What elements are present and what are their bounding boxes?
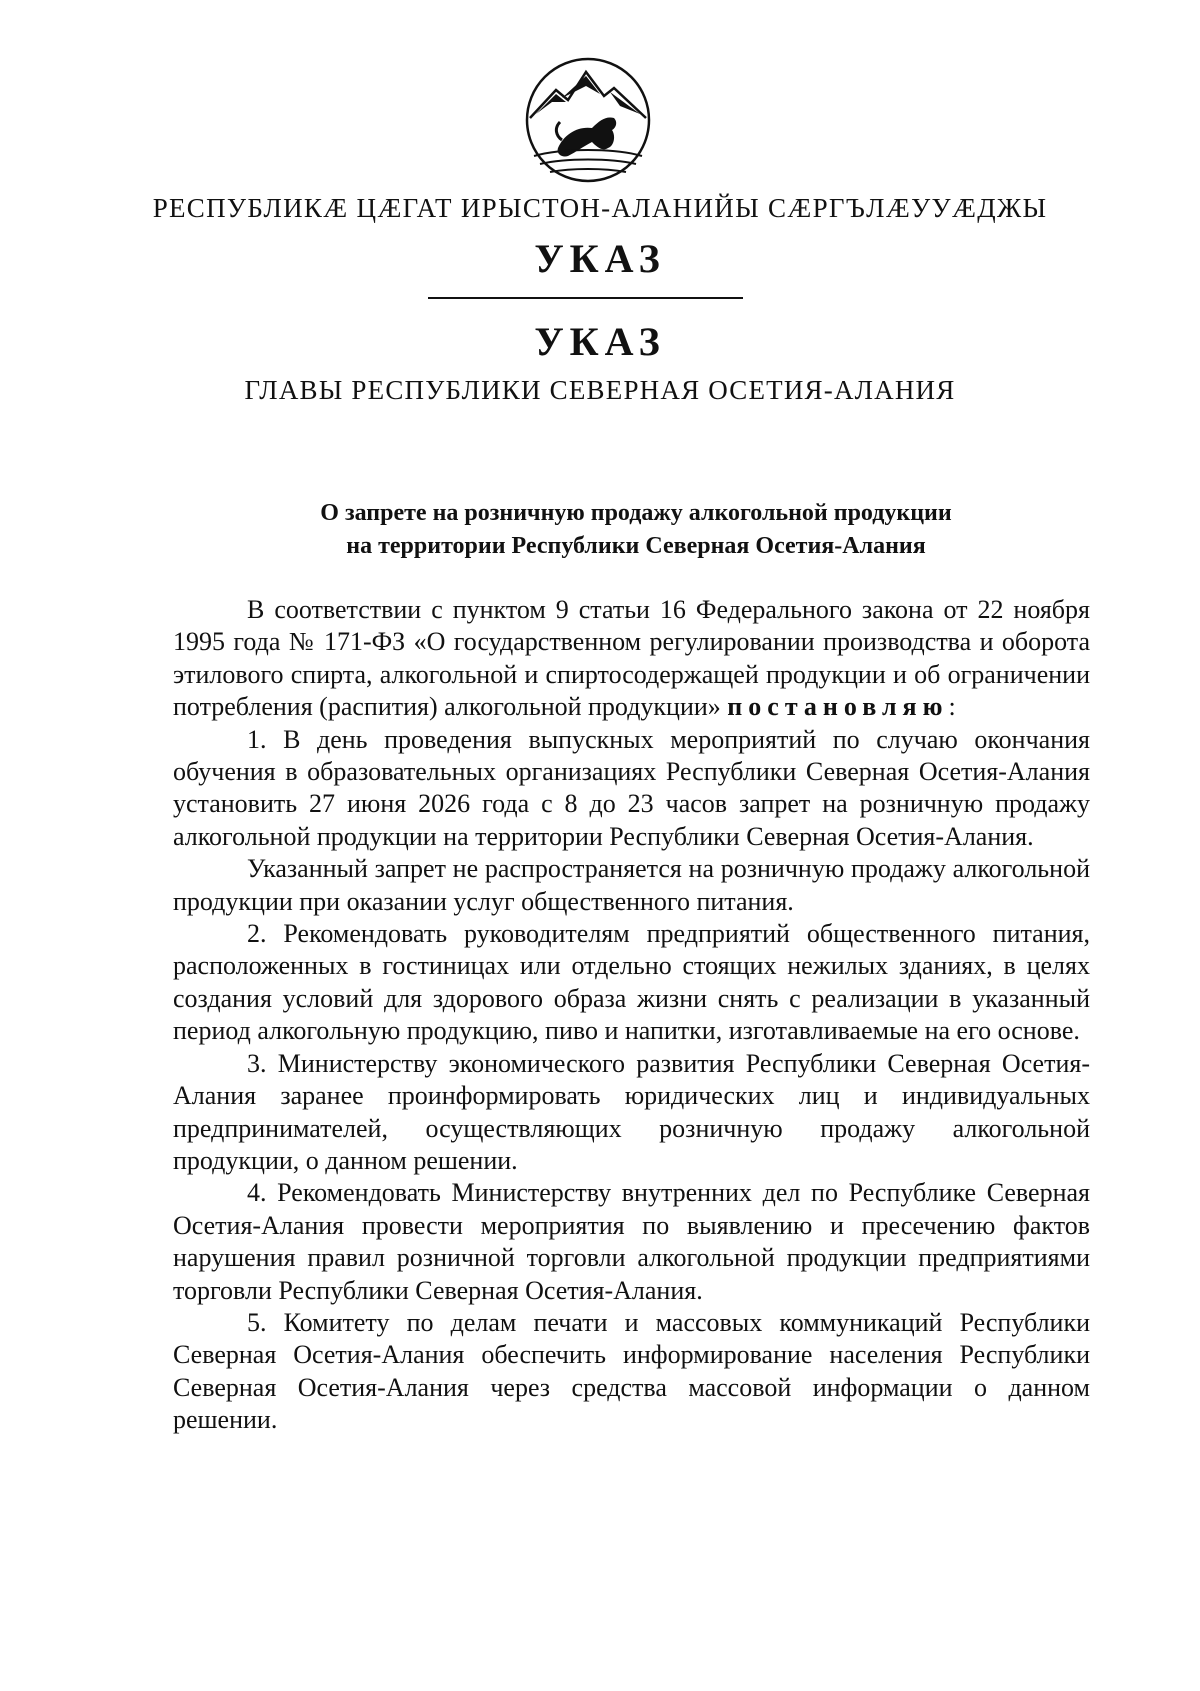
item-4: 4. Рекомендовать Министерству внутренних дел по Республике Северная Осетия-Алания провести мероприятия по выявлению и пресечению фактов нарушения правил розничной торговли алкогольной продукции предприятиями торговли Республики Северная Осетия-Алания. <box>173 1178 1090 1305</box>
ossetian-header-title: РЕСПУБЛИКӔ ЦӔГАТ ИРЫСТОН-АЛАНИЙЫ СӔРГЪЛӔУУӔДЖЫ <box>152 193 1048 223</box>
header-divider <box>428 297 743 299</box>
russian-header-title: ГЛАВЫ РЕСПУБЛИКИ СЕВЕРНАЯ ОСЕТИЯ-АЛАНИЯ <box>244 375 956 405</box>
item-3: 3. Министерству экономического развития Республики Северная Осетия-Алания заранее проинформировать юридических лиц и индивидуальных предпринимателей, осуществляющих розничную продажу алкогольной продукции, о данном решении. <box>173 1048 1090 1175</box>
resolve-word: постановляю <box>727 692 949 722</box>
item-5: 5. Комитету по делам печати и массовых коммуникаций Республики Северная Осетия-Алания обеспечить информирование населения Республики Северная Осетия-Алания через средства массовой информации о данном решении. <box>173 1307 1090 1435</box>
ossetian-doc-type: УКАЗ <box>534 236 666 281</box>
document-title-line-1: О запрете на розничную продажу алкогольной продукции <box>320 500 952 526</box>
item-1: 1. В день проведения выпускных мероприятий по случаю окончания обучения в образовательных организациях Республики Северная Осетия-Алания установить 27 июня 2026 года с 8 до 23 часов запрет на розничную продажу алкогольной продукции на территории Республики Северная Осетия-Алания. <box>173 724 1090 851</box>
russian-doc-type: УКАЗ <box>534 319 666 364</box>
intro-text: В соответствии с пунктом 9 статьи 16 Федерального закона от 22 ноября 1995 года № 171-ФЗ «О государственном регулировании производства и оборота этилового спирта, алкогольной и спиртосодержащей продукции и об ограничении потребления (распития) алкогольной продукции» <box>173 595 1090 722</box>
coat-of-arms-emblem <box>522 56 654 184</box>
document-title <box>0 497 1200 563</box>
emblem-svg <box>522 56 654 184</box>
document-title-line-2: на территории Республики Северная Осетия-Алания <box>346 533 926 559</box>
item-1-note: Указанный запрет не распространяется на розничную продажу алкогольной продукции при оказании услуг общественного питания. <box>173 854 1090 916</box>
item-2: 2. Рекомендовать руководителям предприятий общественного питания, расположенных в гостиницах или отдельно стоящих нежилых зданиях, в целях создания условий для здорового образа жизни снять с реализации в указанный период алкогольную продукцию, пиво и напитки, изготавливаемые на его основе. <box>173 919 1090 1046</box>
resolve-colon: : <box>948 692 956 722</box>
intro-paragraph <box>173 594 1090 724</box>
document-body <box>173 594 1090 1437</box>
